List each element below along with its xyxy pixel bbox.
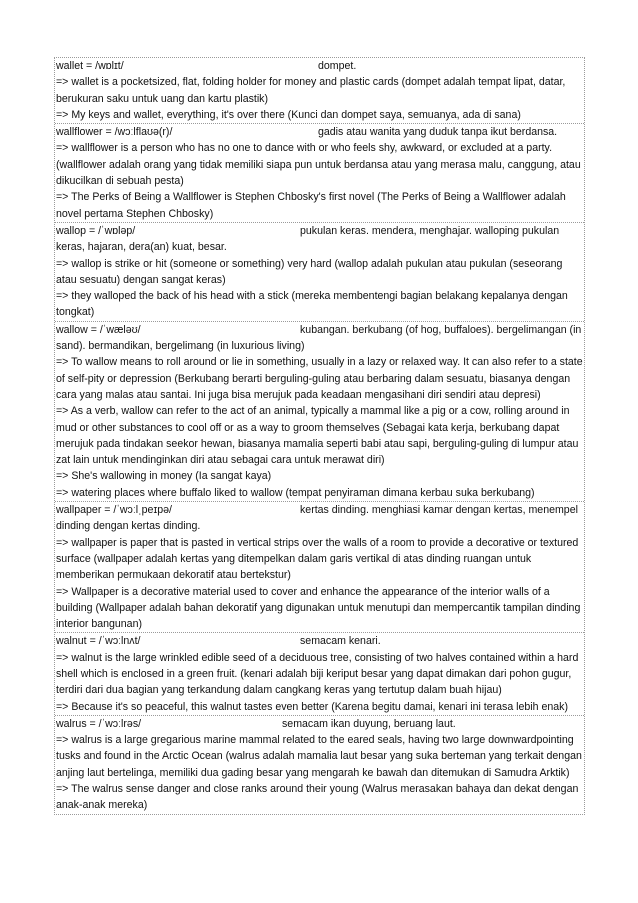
entry-example: => Because it's so peaceful, this walnut tastes even better (Karena begitu damai, kenari ini terasa lebih enak): [56, 700, 568, 713]
entry-example: => My keys and wallet, everything, it's over there (Kunci dan dompet saya, semuanya, ada di sana): [56, 108, 521, 121]
entry-example: => The Perks of Being a Wallflower is Stephen Chbosky's first novel (The Perks of Being a Wallflower adalah novel pertama Stephen Chbosky): [56, 191, 566, 220]
entry-term: wallop = /ˈwɒləp/: [56, 224, 136, 237]
entry-meaning: semacam ikan duyung, beruang laut.: [282, 717, 456, 730]
entry-term: wallow = /ˈwæləʊ/: [56, 323, 141, 336]
entry-headword: [55, 633, 584, 649]
entry-example: => She's wallowing in money (Ia sangat kaya): [56, 470, 272, 483]
entry-example: => they walloped the back of his head with a stick (mereka membentengi bagian belakang kepalanya dengan tongkat): [56, 290, 568, 319]
entry-definition: => To wallow means to roll around or lie in something, usually in a lazy or relaxed way. It can also refer to a state of self-pity or depression (Berkubang berarti berguling-guling atau berbaring dalam sesuatu, biasanya dengan cara yang malas atau santai. Ini juga bisa merujuk pada keadaan mengasihani diri sendiri atau depresi): [56, 356, 583, 401]
entry-meaning: pukulan keras. mendera, menghajar. walloping pukulan keras, hajaran, dera(an) kuat, besar.: [56, 224, 560, 254]
entry-wallow: [55, 321, 584, 501]
vocabulary-document: [54, 57, 585, 815]
entry-example: => The walrus sense danger and close ranks around their young (Walrus merasakan bahaya dan dekat dengan anak-anak mereka): [56, 783, 579, 812]
entry-term: walrus = /ˈwɔːlrəs/: [56, 717, 142, 730]
entry-meaning: dompet.: [318, 60, 357, 72]
entry-term: wallpaper = /ˈwɔːlˌpeɪpə/: [56, 504, 172, 517]
entry-definition: => walnut is the large wrinkled edible seed of a deciduous tree, consisting of two halves contained within a hard shell which is enclosed in a green fruit. (kenari adalah biji keriput besar yang dapat dimakan dari pohon gugur, terdiri dari dua bagian yang terkandung dalam cangkang keras yang tertutup dalam buah hijau): [56, 651, 579, 697]
entry-term: wallflower = /wɔːlflaʊə(r)/: [56, 126, 173, 139]
entry-headword: [55, 502, 584, 535]
entry-meaning: gadis atau wanita yang duduk tanpa ikut berdansa.: [318, 126, 558, 139]
entry-wallpaper: [55, 501, 584, 632]
entry-definition: => wallpaper is paper that is pasted in vertical strips over the walls of a room to provide a decorative or textured surface (wallpaper adalah kertas yang ditempelkan dalam garis vertikal di atas dinding ruangan untuk memberikan permukaan dekoratif atau bertekstur): [56, 536, 579, 582]
entry-definition: => As a verb, wallow can refer to the act of an animal, typically a mammal like a pig or a cow, rolling around in mud or other substances to cool off or as a way to groom themselves (Sebagai kata kerja, berkubang dapat merujuk pada tindakan seekor hewan, biasanya mamalia seperti babi atau sapi, berguling-guling di lumpur atau zat lain untuk mendinginkan diri atau sebagai cara untuk merawat diri): [56, 405, 579, 467]
entry-definition: => wallop is strike or hit (someone or something) very hard (wallop adalah pukulan atau pukulan (seseorang atau sesuatu) dengan sangat keras): [56, 257, 563, 286]
entry-term: walnut = /ˈwɔːlnʌt/: [56, 635, 141, 648]
entry-headword: [55, 716, 584, 732]
entry-meaning: kertas dinding. menghiasi kamar dengan kertas, menempel dinding dengan kertas dinding.: [56, 504, 578, 533]
entry-meaning: kubangan. berkubang (of hog, buffaloes). bergelimangan (in sand). bermandikan, bergelimang (in luxurious living): [56, 323, 582, 353]
entry-headword: [55, 223, 584, 256]
entry-example: => Wallpaper is a decorative material used to cover and enhance the appearance of the interior walls of a building (Wallpaper adalah bahan dekoratif yang digunakan untuk menutupi dan mempercantik tampilan dinding interior bangunan): [56, 585, 581, 631]
entry-definition: => walrus is a large gregarious marine mammal related to the eared seals, having two large downwardpointing tusks and found in the Arctic Ocean (walrus adalah mamalia laut besar yang suka berteman yang terkait dengan anjing laut bertelinga, memiliki dua gading besar yang mengarah ke bawah dan ditemukan di Samudra Arktik): [56, 734, 582, 779]
entry-term: wallet = /wɒlɪt/: [56, 60, 124, 72]
entry-example: => watering places where buffalo liked to wallow (tempat penyiraman dimana kerbau suka berkubang): [56, 486, 535, 499]
entry-wallflower: [55, 123, 584, 222]
entry-definition: => wallflower is a person who has no one to dance with or who feels shy, awkward, or excluded at a party. (wallflower adalah orang yang tidak memiliki siapa pun untuk berdansa atau yang merasa malu, canggung, atau dikucilkan di sebuah pesta): [56, 142, 581, 188]
entry-wallet: [55, 58, 584, 123]
entry-definition: => wallet is a pocketsized, flat, folding holder for money and plastic cards (dompet adalah tempat lipat, datar, berukuran saku untuk uang dan kartu plastik): [56, 76, 566, 105]
entry-headword: [55, 322, 584, 355]
entry-meaning: semacam kenari.: [300, 635, 381, 648]
entry-headword: [55, 124, 584, 140]
entry-wallop: [55, 222, 584, 321]
entry-walrus: [55, 715, 584, 814]
entry-walnut: [55, 632, 584, 714]
entry-headword: [55, 58, 584, 74]
